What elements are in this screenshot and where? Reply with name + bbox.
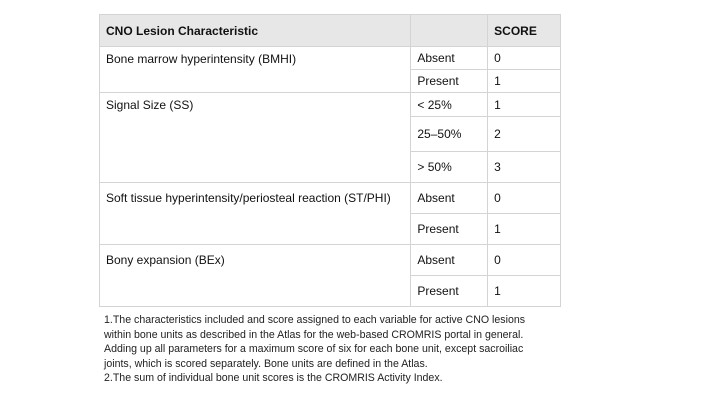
table-row	[100, 93, 561, 117]
footnote-line: 2.The sum of individual bone unit scores is the CROMRIS Activity Index.	[104, 372, 443, 385]
score-cell: 3	[488, 152, 561, 183]
header-characteristic: CNO Lesion Characteristic	[100, 15, 411, 47]
level-cell: Absent	[411, 183, 488, 214]
footnote-line: Adding up all parameters for a maximum score of six for each bone unit, except sacroiliac	[104, 343, 524, 356]
characteristic-cell: Soft tissue hyperintensity/periosteal reaction (ST/PHI)	[100, 183, 411, 245]
score-cell: 0	[488, 47, 561, 70]
footnote-line: 1.The characteristics included and score assigned to each variable for active CNO lesions	[104, 314, 526, 326]
level-cell: Present	[411, 70, 488, 93]
table-footnotes	[104, 313, 564, 386]
table-row	[100, 245, 561, 276]
level-cell: > 50%	[411, 152, 488, 183]
level-cell: Present	[411, 214, 488, 245]
score-cell: 2	[488, 117, 561, 152]
score-cell: 0	[488, 183, 561, 214]
level-cell: 25–50%	[411, 117, 488, 152]
score-cell: 1	[488, 70, 561, 93]
footnote-line: within bone units as described in the Atlas for the web-based CROMRIS portal in general.	[104, 328, 524, 341]
score-cell: 0	[488, 245, 561, 276]
level-cell: Absent	[411, 245, 488, 276]
header-score: SCORE	[488, 15, 561, 47]
level-cell: Absent	[411, 47, 488, 70]
footnote-line: joints, which is scored separately. Bone units are defined in the Atlas.	[104, 357, 428, 370]
table-header-row	[100, 15, 561, 47]
characteristic-cell: Bone marrow hyperintensity (BMHI)	[100, 47, 411, 93]
table-row	[100, 47, 561, 70]
characteristic-cell: Signal Size (SS)	[100, 93, 411, 183]
level-cell: Present	[411, 276, 488, 307]
cromris-score-table	[99, 14, 561, 307]
table-row	[100, 183, 561, 214]
score-cell: 1	[488, 276, 561, 307]
score-cell: 1	[488, 93, 561, 117]
header-level	[411, 15, 488, 47]
level-cell: < 25%	[411, 93, 488, 117]
score-cell: 1	[488, 214, 561, 245]
characteristic-cell: Bony expansion (BEx)	[100, 245, 411, 307]
